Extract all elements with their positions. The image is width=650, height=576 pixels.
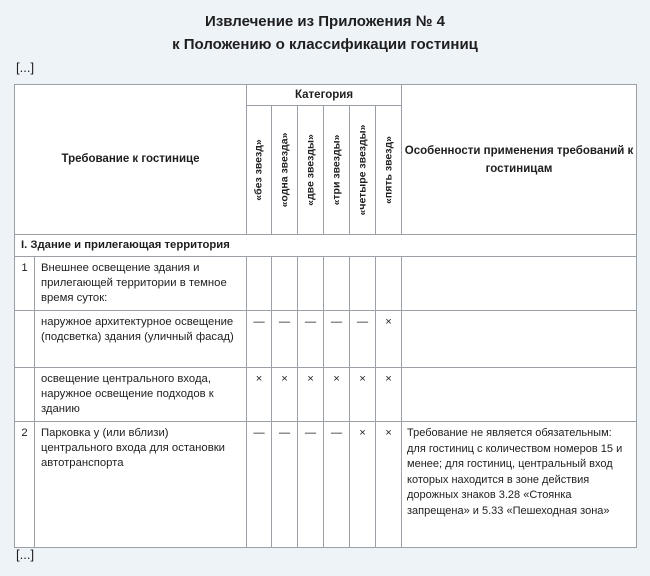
requirement-text: наружное архитектурное освещение (подсветка) здания (уличный фасад) xyxy=(35,311,247,368)
category-header xyxy=(247,106,272,235)
table-row xyxy=(15,311,637,368)
category-label: «без звезд» xyxy=(252,139,265,201)
section-heading: I. Здание и прилегающая территория xyxy=(15,235,637,257)
category-mark xyxy=(376,257,402,311)
category-mark: — xyxy=(350,311,376,368)
category-mark: × xyxy=(324,368,350,422)
category-mark xyxy=(298,257,324,311)
category-header xyxy=(376,106,402,235)
category-mark: × xyxy=(272,368,298,422)
category-header xyxy=(272,106,298,235)
category-mark xyxy=(272,257,298,311)
features-text xyxy=(402,257,637,311)
features-text xyxy=(402,368,637,422)
category-mark: — xyxy=(272,311,298,368)
row-number: 2 xyxy=(15,422,35,548)
category-label: «пять звезд» xyxy=(382,136,395,204)
row-number xyxy=(15,368,35,422)
category-label: «одна звезда» xyxy=(278,132,291,208)
category-label: «две звезды» xyxy=(304,134,317,206)
category-mark: × xyxy=(376,311,402,368)
category-mark: × xyxy=(247,368,272,422)
category-mark: — xyxy=(247,422,272,548)
header-category: Категория xyxy=(247,85,402,106)
features-text: Требование не является обязательным: для гостиниц с количеством номеров 15 и менее; для гостиниц, центральный вход которых находится в зоне действия дорожных знаков 3.28 «Стоянка запрещена» и 5.33 «Пешеходная зона» xyxy=(402,422,637,548)
category-label: «три звезды» xyxy=(330,134,343,206)
row-number xyxy=(15,311,35,368)
header-features: Особенности применения требований к гостиницам xyxy=(402,85,637,235)
category-mark: × xyxy=(350,422,376,548)
category-mark xyxy=(350,257,376,311)
row-number: 1 xyxy=(15,257,35,311)
omission-marker-top: [...] xyxy=(16,60,35,75)
category-mark: — xyxy=(298,422,324,548)
table-row xyxy=(15,368,637,422)
category-mark: — xyxy=(247,311,272,368)
requirement-text: Парковка у (или вблизи) центрального входа для остановки автотранспорта xyxy=(35,422,247,548)
document-subtitle: к Положению о классификации гостиниц xyxy=(172,36,478,53)
category-mark: × xyxy=(376,368,402,422)
features-text xyxy=(402,311,637,368)
category-header xyxy=(298,106,324,235)
category-mark xyxy=(324,257,350,311)
category-header xyxy=(350,106,376,235)
category-mark: — xyxy=(324,311,350,368)
category-mark: × xyxy=(350,368,376,422)
omission-marker-bottom: [...] xyxy=(16,547,35,562)
requirement-text: Внешнее освещение здания и прилегающей территории в темное время суток: xyxy=(35,257,247,311)
document-title: Извлечение из Приложения № 4 xyxy=(205,13,445,30)
category-label: «четыре звезды» xyxy=(356,124,369,216)
category-mark: × xyxy=(298,368,324,422)
header-requirement: Требование к гостинице xyxy=(15,85,247,235)
category-mark: — xyxy=(298,311,324,368)
category-mark: — xyxy=(324,422,350,548)
category-mark: × xyxy=(376,422,402,548)
requirements-table xyxy=(14,84,637,548)
table-row xyxy=(15,257,637,311)
table-row xyxy=(15,422,637,548)
category-mark: — xyxy=(272,422,298,548)
category-mark xyxy=(247,257,272,311)
category-header xyxy=(324,106,350,235)
requirement-text: освещение центрального входа, наружное освещение подходов к зданию xyxy=(35,368,247,422)
